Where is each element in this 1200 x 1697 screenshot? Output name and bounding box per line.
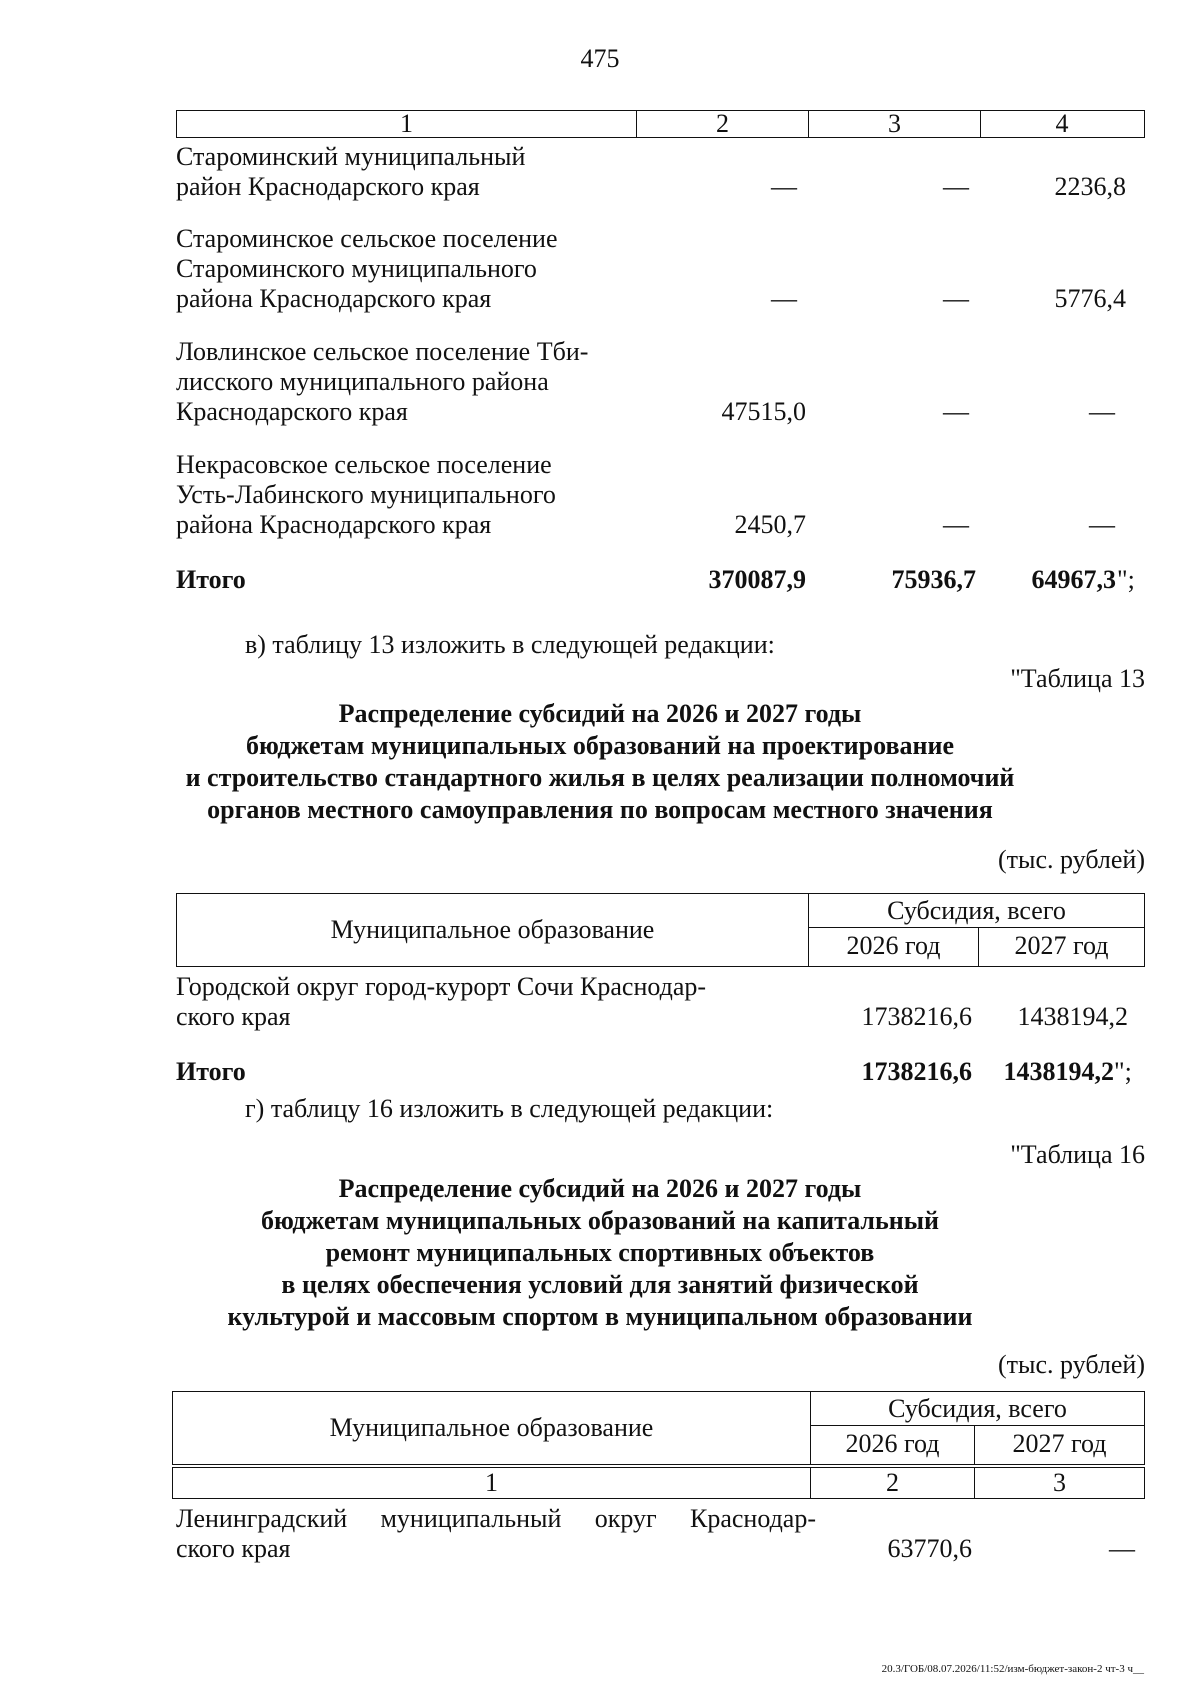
- num-col-2: 2: [811, 1468, 975, 1498]
- col-subsidy-total: Субсидия, всего: [809, 894, 1144, 928]
- table12-col-1: 1: [400, 109, 413, 138]
- table12-col-2: 2: [636, 111, 808, 137]
- row-name-line: Краснодарского края: [176, 397, 408, 427]
- title-line: Распределение субсидий на 2026 и 2027 годы: [338, 1174, 862, 1203]
- row-value-2026: —: [771, 172, 797, 201]
- table12-col-4: 4: [980, 111, 1143, 137]
- row-name-line: Староминского муниципального: [176, 254, 537, 284]
- row-value-2028: —: [1089, 397, 1115, 426]
- table13-header: [176, 893, 1145, 967]
- row-value-2027: 1438194,2: [1017, 1002, 1128, 1031]
- row-name-line: района Краснодарского края: [176, 510, 492, 540]
- total-value-2027: 75936,7: [891, 565, 976, 594]
- title-line: в целях обеспечения условий для занятий физической: [281, 1270, 919, 1299]
- col-year-2026: 2026 год: [809, 928, 979, 966]
- title-line: бюджетам муниципальных образований на проектирование: [246, 731, 954, 760]
- row-name-line: ского края: [176, 1002, 291, 1032]
- row-name: [176, 224, 646, 314]
- row-name-line: Усть-Лабинского муниципального: [176, 480, 556, 510]
- num-col-3: 3: [1053, 1468, 1066, 1497]
- title-line: культурой и массовым спортом в муниципальном образовании: [227, 1302, 973, 1331]
- row-value-2027: —: [943, 284, 969, 313]
- total-value-2027: 1438194,2: [1003, 1057, 1114, 1086]
- total-label: Итого: [176, 1057, 246, 1086]
- table16-number-row: [172, 1467, 1145, 1499]
- row-name-line-2: ского края: [176, 1534, 291, 1563]
- table13-label: "Таблица 13: [1010, 664, 1145, 693]
- row-name-line: район Краснодарского края: [176, 172, 480, 202]
- row-name: [176, 972, 796, 1032]
- table12-header-row: [176, 110, 1145, 138]
- document-footer: 20.3/ГОБ/08.07.2026/11:52/изм-бюджет-закон-2 чт-3 ч__: [881, 1663, 1144, 1675]
- paragraph-g: г) таблицу 16 изложить в следующей редакции:: [245, 1094, 774, 1123]
- total-value-2026: 1738216,6: [861, 1057, 972, 1086]
- row-name-line: Староминский муниципальный: [176, 142, 526, 171]
- row-value-2027: —: [1109, 1534, 1135, 1563]
- table16-units: (тыс. рублей): [997, 1350, 1145, 1379]
- row-value-2027: —: [943, 397, 969, 426]
- row-name-line: Городской округ город-курорт Сочи Краснодар-: [176, 972, 707, 1001]
- col-subsidy-total: Субсидия, всего: [811, 1392, 1144, 1426]
- col-year-2026: 2026 год: [811, 1426, 975, 1464]
- table12-col-3: 3: [808, 111, 980, 137]
- row-name: [176, 337, 646, 427]
- title-line: органов местного самоуправления по вопросам местного значения: [207, 795, 993, 824]
- table16-header: [172, 1391, 1145, 1465]
- row-name-line: района Краснодарского края: [176, 284, 492, 314]
- col-municipality: Муниципальное образование: [177, 894, 809, 966]
- table13-title: [0, 698, 1200, 826]
- row-value-2028: 5776,4: [1054, 284, 1126, 313]
- total-value-2026: 370087,9: [708, 565, 806, 594]
- row-value-2026: 2450,7: [734, 510, 806, 539]
- table16-label: "Таблица 16: [1010, 1140, 1145, 1169]
- closing-quote: ";: [1117, 565, 1135, 594]
- paragraph-v: в) таблицу 13 изложить в следующей редакции:: [245, 630, 775, 659]
- row-name: [176, 142, 646, 202]
- total-value-2028: 64967,3: [1031, 565, 1116, 594]
- total-label: Итого: [176, 565, 246, 594]
- table16-title: [0, 1173, 1200, 1333]
- row-value-2027: —: [943, 172, 969, 201]
- row-name-line: Ловлинское сельское поселение Тби-: [176, 337, 589, 366]
- title-line: бюджетам муниципальных образований на капитальный: [260, 1206, 940, 1235]
- row-value-2028: 2236,8: [1054, 172, 1126, 201]
- col-municipality: Муниципальное образование: [173, 1392, 811, 1464]
- row-value-2027: —: [943, 510, 969, 539]
- row-name-line: лисского муниципального района: [176, 367, 549, 397]
- page-number: 475: [580, 44, 620, 73]
- num-col-1: 1: [173, 1468, 811, 1498]
- row-value-2026: —: [771, 284, 797, 313]
- row-value-2026: 63770,6: [887, 1534, 972, 1563]
- title-line: и строительство стандартного жилья в целях реализации полномочий: [185, 763, 1015, 792]
- row-value-2026: 47515,0: [721, 397, 806, 426]
- table13-units: (тыс. рублей): [997, 845, 1145, 874]
- row-name-line: Староминское сельское поселение: [176, 224, 558, 253]
- closing-quote: ";: [1114, 1057, 1132, 1086]
- row-value-2026: 1738216,6: [861, 1002, 972, 1031]
- title-line: Распределение субсидий на 2026 и 2027 годы: [338, 699, 862, 728]
- col-year-2027: 2027 год: [1012, 1429, 1107, 1458]
- col-year-2027: 2027 год: [1014, 931, 1109, 960]
- row-value-2028: —: [1089, 510, 1115, 539]
- row-name-line-1: Ленинградский муниципальный округ Краснодар-: [176, 1504, 816, 1533]
- title-line: ремонт муниципальных спортивных объектов: [325, 1238, 875, 1267]
- row-name-line: Некрасовское сельское поселение: [176, 450, 552, 479]
- row-name: [176, 450, 646, 540]
